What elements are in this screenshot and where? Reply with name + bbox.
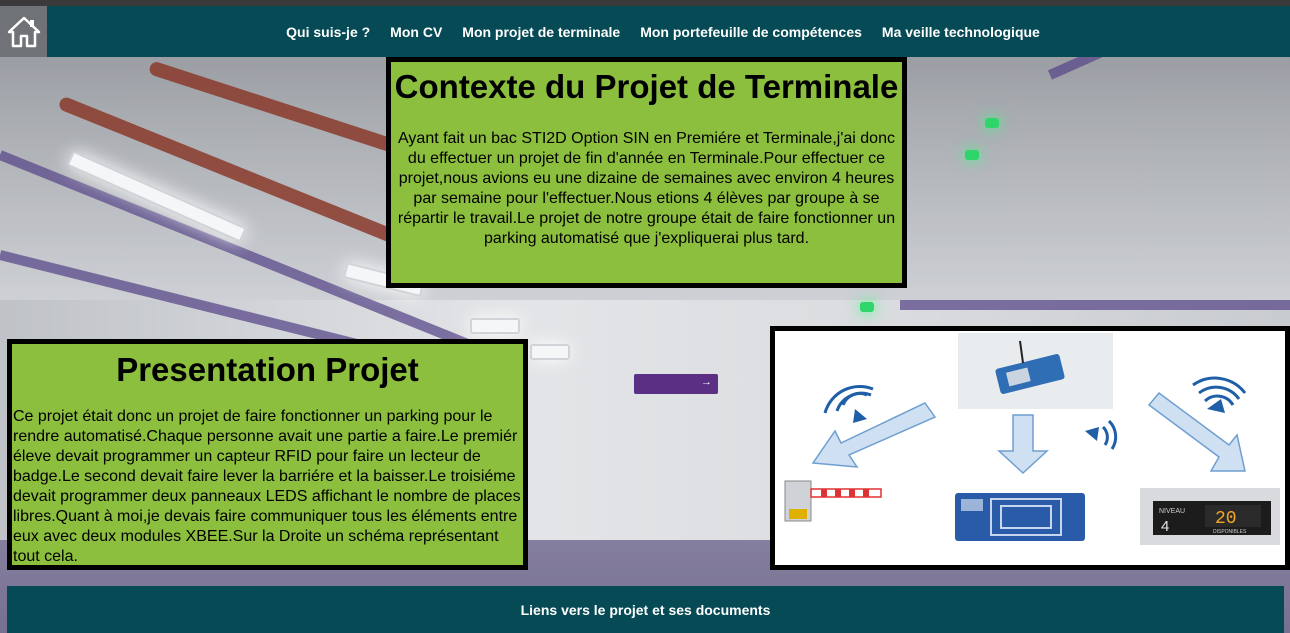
nav-link-projet-terminale[interactable]: Mon projet de terminale xyxy=(462,23,621,40)
presentation-title: Presentation Projet xyxy=(116,351,419,388)
wifi-signal-icon xyxy=(1085,421,1116,449)
footer-bar xyxy=(7,586,1284,633)
project-documents-link[interactable]: Liens vers le projet et ses documents xyxy=(520,601,771,618)
rfid-reader-icon xyxy=(955,493,1085,541)
nav-link-qui-suis-je[interactable]: Qui suis-je ? xyxy=(286,23,371,40)
svg-text:20: 20 xyxy=(1215,509,1237,529)
wifi-signal-icon xyxy=(1193,378,1245,413)
nav-link-portefeuille[interactable]: Mon portefeuille de compétences xyxy=(640,23,862,40)
presentation-panel xyxy=(7,339,528,570)
nav-link-cv[interactable]: Mon CV xyxy=(390,23,443,40)
presentation-body: Ce projet était donc un projet de faire fonctionner un parking pour le rendre automatisé.Chaque personne avait une partie a faire.Le premiér éleve devait programmer un capteur RFID pour faire un lecteur de badge.Le second devait faire lever la barriére et la baisser.Le troisiéme devait programmer deux panneaux LEDS affichant le nombre de places libres.Quant à moi,je devais faire communiquer tous les éléments entre eux avec deux modules XBEE.Sur la Droite un schéma représentant tout cela. xyxy=(13,408,521,565)
barrier-icon xyxy=(785,481,881,521)
nav-links xyxy=(0,6,1290,57)
wifi-signal-icon xyxy=(825,386,873,423)
home-button[interactable] xyxy=(0,6,47,57)
context-title: Contexte du Projet de Terminale xyxy=(394,68,899,105)
context-body: Ayant fait un bac STI2D Option SIN en Premiére et Terminale,j'ai donc du effectuer un projet de fin d'année en Terminale.Pour effectuer ce projet,nous avions eu une dizaine de semaines avec environ 4 heures par semaine pour l'effectuer.Nous etions 4 élèves par groupe à se répartir le travail.Le projet de notre groupe était de faire fonctionner un parking automatisé que j'expliquerai plus tard. xyxy=(397,130,896,247)
exit-sign: → xyxy=(634,374,718,394)
xbee-module-icon xyxy=(958,333,1113,409)
svg-text:4: 4 xyxy=(1161,518,1170,535)
led-panel-icon xyxy=(1140,488,1280,545)
home-icon xyxy=(7,15,41,49)
svg-text:DISPONIBLES: DISPONIBLES xyxy=(1213,529,1247,535)
svg-text:NIVEAU: NIVEAU xyxy=(1159,508,1186,515)
nav-link-veille[interactable]: Ma veille technologique xyxy=(881,23,1040,40)
context-panel xyxy=(386,57,907,288)
project-schema-image xyxy=(770,326,1290,570)
schema-diagram xyxy=(775,331,1285,565)
